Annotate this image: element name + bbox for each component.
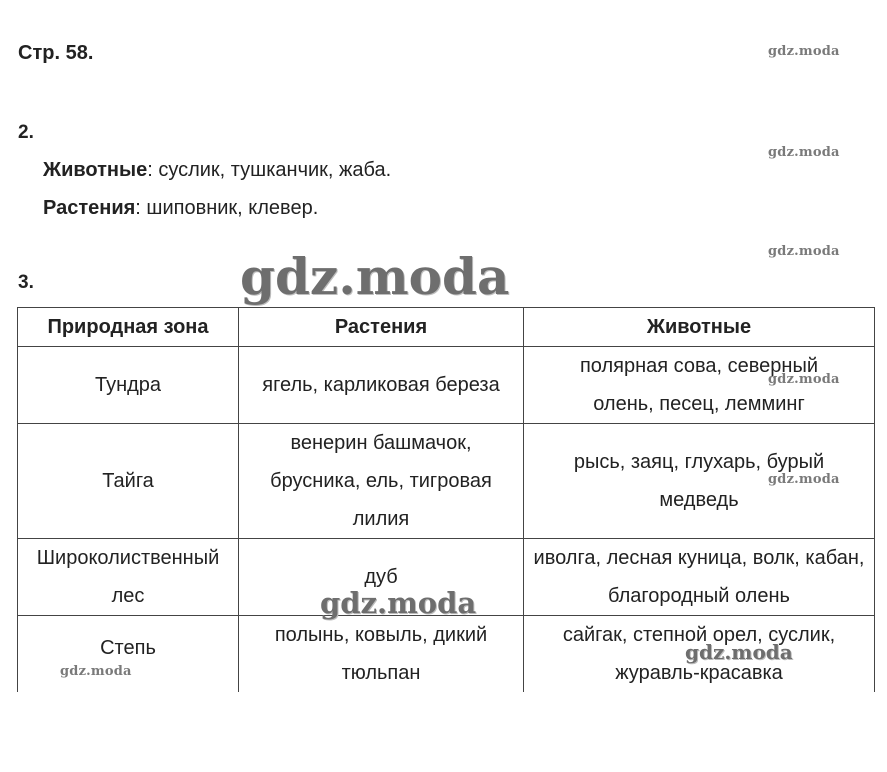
watermark-big: gdz.moda xyxy=(240,247,510,306)
page-ref: Стр. 58. xyxy=(18,42,94,64)
animals-cell: сайгак, степной орел, суслик, журавль-красавка xyxy=(524,616,875,693)
column-header-plants: Растения xyxy=(239,308,524,347)
zone-cell: Широколиственный лес xyxy=(18,539,239,616)
watermark-small: gdz.moda xyxy=(768,372,840,387)
plants-cell: ягель, карликовая береза xyxy=(239,347,524,424)
animals-cell: рысь, заяц, глухарь, бурый медведь xyxy=(524,424,875,539)
column-header-animals: Животные xyxy=(524,308,875,347)
plants-list: : шиповник, клевер. xyxy=(135,197,319,219)
table-row xyxy=(18,347,875,424)
watermark-small: gdz.moda xyxy=(768,44,840,59)
column-header-zone: Природная зона xyxy=(18,308,239,347)
watermark-big: gdz.moda xyxy=(685,640,793,664)
watermark-small: gdz.moda xyxy=(60,664,132,679)
animals-cell: иволга, лесная куница, волк, кабан, благородный олень xyxy=(524,539,875,616)
animals-answer xyxy=(43,159,391,182)
plants-cell: дуб xyxy=(239,539,524,616)
natural-zones-table xyxy=(17,307,875,692)
watermark-small: gdz.moda xyxy=(768,244,840,259)
watermark-small: gdz.moda xyxy=(768,472,840,487)
zone-cell: Степь xyxy=(18,616,239,693)
watermark-big: gdz.moda xyxy=(320,586,477,620)
animals-label: Животные xyxy=(43,159,148,181)
plants-cell: венерин башмачок, брусника, ель, тигровая лилия xyxy=(239,424,524,539)
task-2-number: 2. xyxy=(18,122,34,143)
table-header-row xyxy=(18,308,875,347)
animals-list: : суслик, тушканчик, жаба. xyxy=(147,159,392,181)
plants-label: Растения xyxy=(43,197,136,219)
task-3-number: 3. xyxy=(18,272,34,293)
table-row xyxy=(18,424,875,539)
plants-answer xyxy=(43,197,318,220)
animals-cell: полярная сова, северный олень, песец, лемминг xyxy=(524,347,875,424)
plants-cell: полынь, ковыль, дикий тюльпан xyxy=(239,616,524,693)
watermark-small: gdz.moda xyxy=(768,145,840,160)
zone-cell: Тундра xyxy=(18,347,239,424)
zone-cell: Тайга xyxy=(18,424,239,539)
